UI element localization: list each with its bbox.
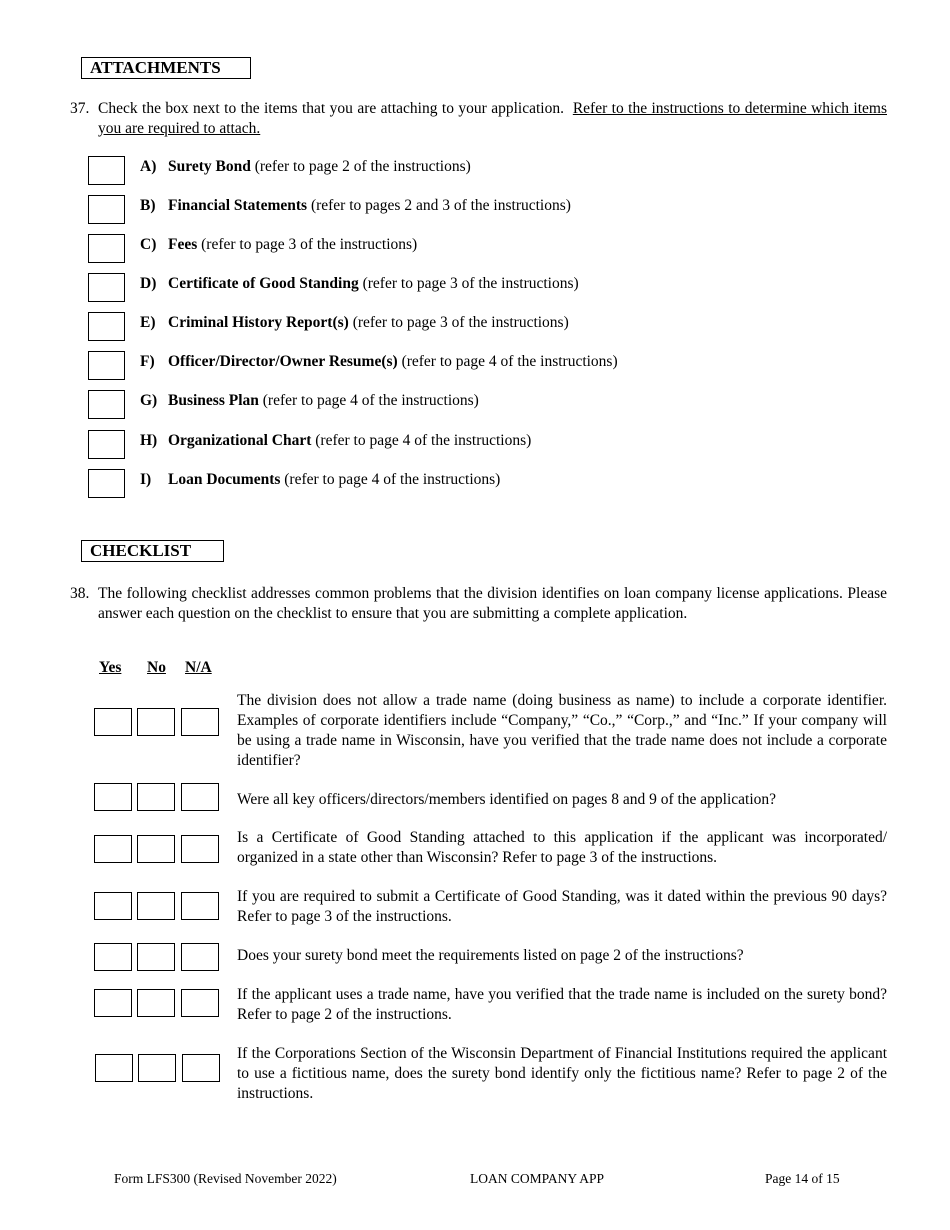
attachment-letter: C) (140, 236, 157, 253)
checklist-no-box[interactable] (137, 835, 175, 863)
attachment-name: Criminal History Report(s) (168, 314, 349, 331)
attachment-letter: F) (140, 353, 155, 370)
attachment-row-f (88, 351, 788, 381)
attachment-note: (refer to page 2 of the instructions) (254, 158, 471, 175)
checklist-question-text: Were all key officers/directors/members identified on pages 8 and 9 of the application? (237, 791, 777, 808)
checklist-no-box[interactable] (138, 1054, 176, 1082)
checklist-question-text: If the Corporations Section of the Wisconsin Department of Financial Institutions required the applicant to use a fictitious name, does the surety bond identify only the fictitious name? Refer to page 2 of the instructions. (237, 1045, 887, 1102)
attachment-checkbox-d[interactable] (88, 273, 125, 302)
attachment-name: Officer/Director/Owner Resume(s) (168, 353, 398, 370)
attachment-note: (refer to pages 2 and 3 of the instructions) (310, 197, 571, 214)
attachment-checkbox-e[interactable] (88, 312, 125, 341)
attachment-checkbox-g[interactable] (88, 390, 125, 419)
attachment-letter: I) (140, 471, 152, 488)
question-37-number: 37. (70, 100, 90, 117)
checklist-na-box[interactable] (181, 835, 219, 863)
attachments-heading: ATTACHMENTS (81, 57, 251, 79)
attachment-row-b (88, 195, 788, 225)
attachment-note: (refer to page 4 of the instructions) (262, 392, 479, 409)
attachment-letter: B) (140, 197, 156, 214)
attachment-name: Certificate of Good Standing (168, 275, 359, 292)
question-38-text: The following checklist addresses common problems that the division identifies on loan company license applications. Please answer each question on the checklist to ensure that you are submitting a complete application. (98, 585, 887, 622)
question-37-instruction: Refer to the instructions to determine which items you are required to attach. (98, 100, 887, 137)
checklist-na-box[interactable] (181, 943, 219, 971)
attachment-checkbox-b[interactable] (88, 195, 125, 224)
attachment-row-a (88, 156, 788, 186)
attachment-checkbox-c[interactable] (88, 234, 125, 263)
attachment-letter: D) (140, 275, 157, 292)
attachment-row-c (88, 234, 788, 264)
attachment-note: (refer to page 3 of the instructions) (362, 275, 579, 292)
checklist-yes-box[interactable] (94, 989, 132, 1017)
checklist-question-text: The division does not allow a trade name (doing business as name) to include a corporate identifier. Examples of corporate identifiers include “Company,” “Co.,” “Corp.,” and “Inc.” If your company will be using a trade name in Wisconsin, have you verified that the trade name does not include a corporate identifier? (237, 692, 887, 769)
checklist-question-text: If the applicant uses a trade name, have you verified that the trade name is included on the surety bond? Refer to page 2 of the instructions. (237, 986, 887, 1023)
checklist-na-box[interactable] (182, 1054, 220, 1082)
checklist-no-box[interactable] (137, 892, 175, 920)
column-header-no: No (147, 659, 166, 676)
attachment-name: Financial Statements (168, 197, 308, 214)
checklist-na-box[interactable] (181, 892, 219, 920)
attachment-row-h (88, 430, 788, 460)
checklist-heading: CHECKLIST (81, 540, 224, 562)
attachment-name: Fees (168, 236, 198, 253)
attachment-note: (refer to page 4 of the instructions) (284, 471, 501, 488)
checklist-yes-box[interactable] (95, 1054, 133, 1082)
attachment-letter: A) (140, 158, 157, 175)
checklist-no-box[interactable] (137, 708, 175, 736)
attachment-letter: E) (140, 314, 156, 331)
checklist-yes-box[interactable] (94, 783, 132, 811)
attachment-name: Surety Bond (168, 158, 251, 175)
question-37 (70, 99, 887, 139)
attachment-name: Organizational Chart (168, 432, 312, 449)
checklist-question-text: Does your surety bond meet the requirements listed on page 2 of the instructions? (237, 947, 744, 964)
attachment-checkbox-i[interactable] (88, 469, 125, 498)
question-38 (70, 584, 887, 624)
attachment-row-i (88, 469, 788, 499)
checklist-yes-box[interactable] (94, 835, 132, 863)
checklist-no-box[interactable] (137, 783, 175, 811)
attachment-note: (refer to page 3 of the instructions) (201, 236, 418, 253)
question-38-number: 38. (70, 585, 90, 602)
checklist-na-box[interactable] (181, 989, 219, 1017)
attachment-name: Loan Documents (168, 471, 281, 488)
footer-form-number: Form LFS300 (Revised November 2022) (114, 1171, 337, 1186)
checklist-yes-box[interactable] (94, 943, 132, 971)
footer-page-number: Page 14 of 15 (765, 1171, 840, 1186)
attachment-note: (refer to page 4 of the instructions) (401, 353, 618, 370)
attachment-letter: H) (140, 432, 158, 449)
checklist-no-box[interactable] (137, 943, 175, 971)
attachment-checkbox-h[interactable] (88, 430, 125, 459)
attachment-row-d (88, 273, 788, 303)
checklist-question-text: If you are required to submit a Certificate of Good Standing, was it dated within the previous 90 days? Refer to page 3 of the instructions. (237, 888, 887, 925)
attachment-row-e (88, 312, 788, 342)
attachment-letter: G) (140, 392, 158, 409)
column-header-yes: Yes (99, 659, 122, 676)
checklist-na-box[interactable] (181, 783, 219, 811)
checklist-no-box[interactable] (137, 989, 175, 1017)
column-header-na: N/A (185, 659, 212, 676)
attachment-note: (refer to page 3 of the instructions) (352, 314, 569, 331)
footer-title: LOAN COMPANY APP (470, 1171, 605, 1186)
question-37-text: Check the box next to the items that you are attaching to your application. (98, 100, 564, 117)
checklist-question-text: Is a Certificate of Good Standing attached to this application if the applicant was incorporated/ organized in a state other than Wisconsin? Refer to page 3 of the instructions. (237, 829, 887, 866)
checklist-yes-box[interactable] (94, 892, 132, 920)
checklist-na-box[interactable] (181, 708, 219, 736)
attachment-name: Business Plan (168, 392, 259, 409)
attachment-note: (refer to page 4 of the instructions) (315, 432, 532, 449)
checklist-yes-box[interactable] (94, 708, 132, 736)
attachment-checkbox-f[interactable] (88, 351, 125, 380)
attachment-row-g (88, 390, 788, 420)
attachment-checkbox-a[interactable] (88, 156, 125, 185)
